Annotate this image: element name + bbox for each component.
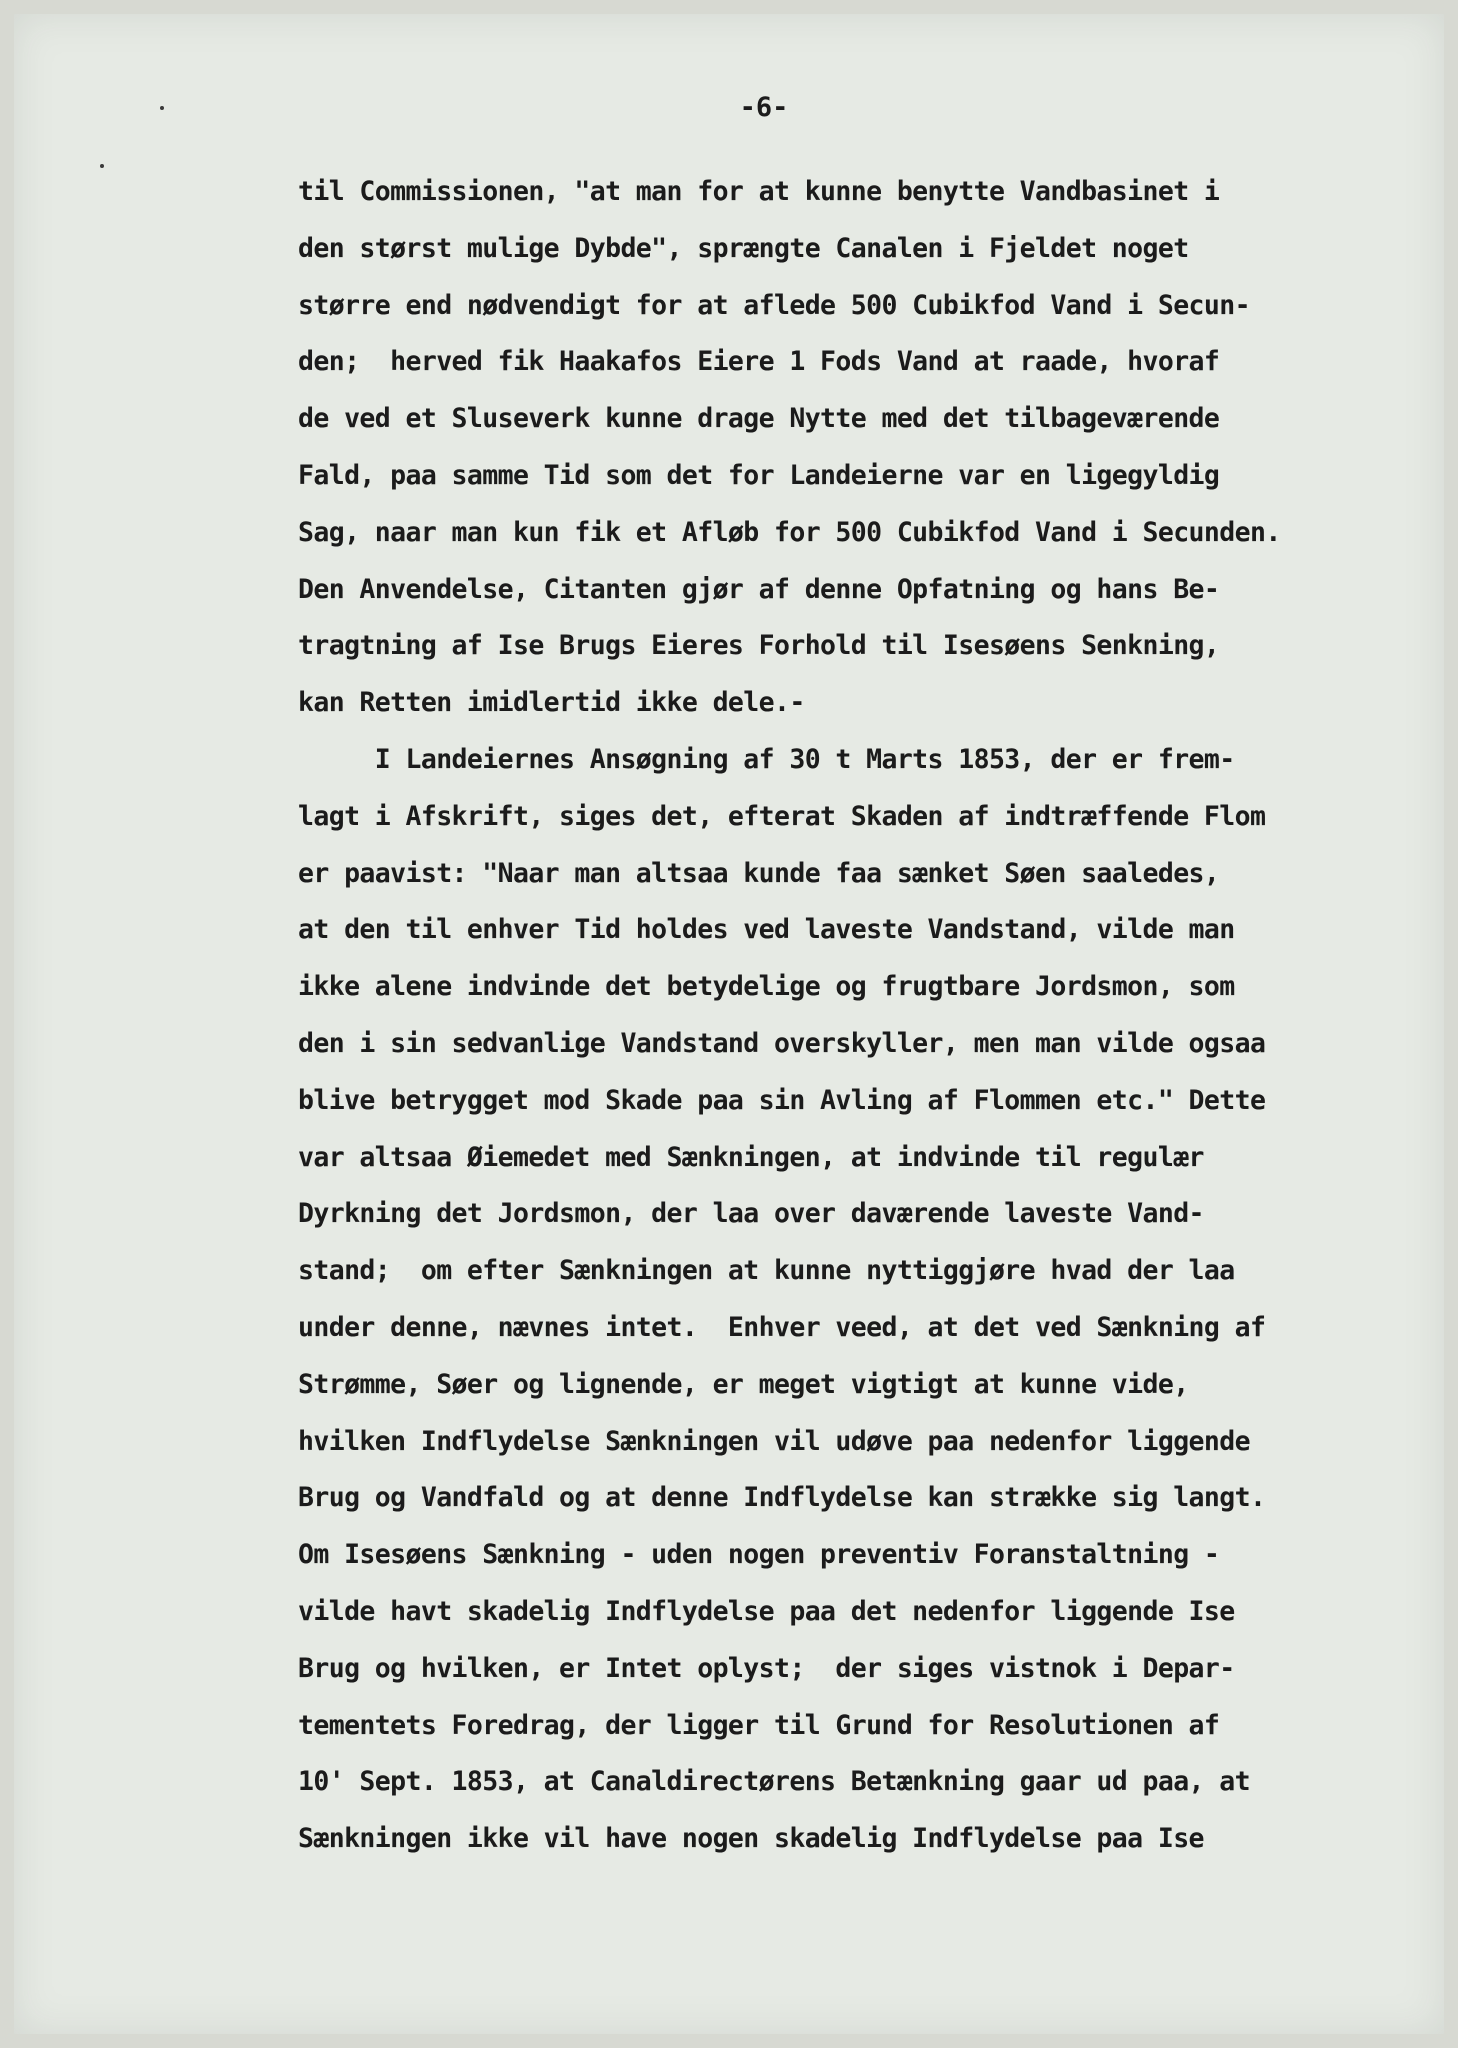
text-line: ikke alene indvinde det betydelige og frugtbare Jordsmon, som <box>298 971 1235 1003</box>
text-line: Strømme, Søer og lignende, er meget vigtigt at kunne vide, <box>298 1368 1189 1400</box>
text-line: I Landeiernes Ansøgning af 30 t Marts 1853, der er frem- <box>298 743 1235 775</box>
text-line: Sænkningen ikke vil have nogen skadelig Indflydelse paa Ise <box>298 1823 1204 1855</box>
text-line: større end nødvendigt for at aflede 500 Cubikfod Vand i Secun- <box>298 289 1250 321</box>
text-line: Fald, paa samme Tid som det for Landeierne var en ligegyldig <box>298 459 1220 491</box>
text-line: stand; om efter Sænkningen at kunne nyttiggjøre hvad der laa <box>298 1255 1235 1287</box>
text-line: til Commissionen, "at man for at kunne benytte Vandbasinet i <box>298 176 1220 207</box>
text-line: vilde havt skadelig Indflydelse paa det nedenfor liggende Ise <box>298 1595 1235 1627</box>
text-line: kan Retten imidlertid ikke dele.- <box>298 687 805 719</box>
text-line: blive betrygget mod Skade paa sin Avling af Flommen etc." Dette <box>298 1084 1266 1116</box>
text-line: lagt i Afskrift, siges det, efterat Skaden af indtræffende Flom <box>298 800 1266 832</box>
text-line: Om Isesøens Sænkning - uden nogen preventiv Foranstaltning - <box>298 1539 1220 1571</box>
text-line: den; herved fik Haakafos Eiere 1 Fods Vand at raade, hvoraf <box>298 346 1220 378</box>
text-line: den størst mulige Dybde", sprængte Canalen i Fjeldet noget <box>298 232 1189 264</box>
text-line: Dyrkning det Jordsmon, der laa over daværende laveste Vand- <box>298 1198 1204 1230</box>
text-line: tementets Foredrag, der ligger til Grund for Resolutionen af <box>298 1709 1220 1741</box>
ink-speck <box>100 164 104 168</box>
text-line: Brug og hvilken, er Intet oplyst; der siges vistnok i Depar- <box>298 1652 1235 1684</box>
text-line: at den til enhver Tid holdes ved laveste Vandstand, vilde man <box>298 914 1235 946</box>
text-line: 10' Sept. 1853, at Canaldirectørens Betænkning gaar ud paa, at <box>298 1766 1250 1798</box>
text-line: under denne, nævnes intet. Enhver veed, at det ved Sænkning af <box>298 1311 1266 1343</box>
text-line: de ved et Sluseverk kunne drage Nytte med det tilbageværende <box>298 403 1220 435</box>
text-line: var altsaa Øiemedet med Sænkningen, at indvinde til regulær <box>298 1141 1204 1173</box>
document-body <box>298 164 1428 1868</box>
text-line: Sag, naar man kun fik et Afløb for 500 Cubikfod Vand i Secunden. <box>298 516 1281 548</box>
text-line: tragtning af Ise Brugs Eieres Forhold til Isesøens Senkning, <box>298 630 1220 662</box>
text-line: Brug og Vandfald og at denne Indflydelse kan strække sig langt. <box>298 1482 1266 1514</box>
text-line: er paavist: "Naar man altsaa kunde faa sænket Søen saaledes, <box>298 857 1220 889</box>
text-line: Den Anvendelse, Citanten gjør af denne Opfatning og hans Be- <box>298 573 1220 605</box>
text-line: den i sin sedvanlige Vandstand overskyller, men man vilde ogsaa <box>298 1027 1266 1059</box>
page-number: -6- <box>739 92 789 123</box>
text-line: hvilken Indflydelse Sænkningen vil udøve paa nedenfor liggende <box>298 1425 1250 1457</box>
